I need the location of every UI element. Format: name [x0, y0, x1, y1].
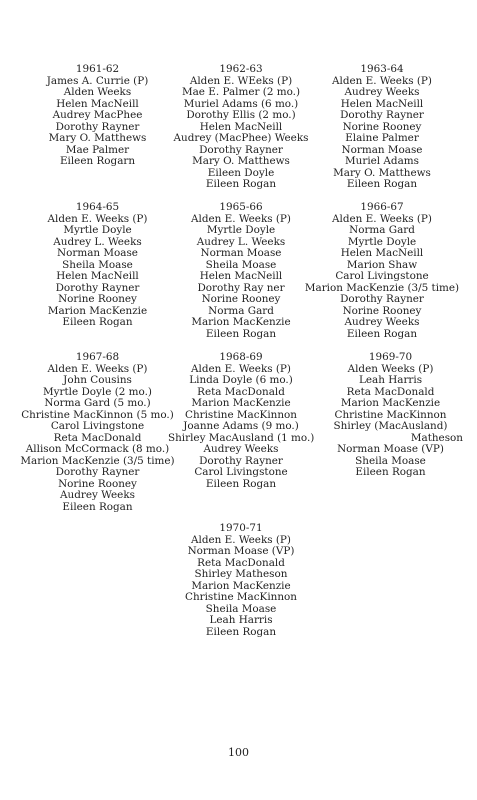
- staff-name: Eileen Rogan: [346, 178, 418, 190]
- page-number: 100: [228, 746, 249, 759]
- staff-name: Marion MacKenzie: [340, 397, 441, 409]
- year-heading: 1966-67: [360, 201, 404, 213]
- staff-name: Alden E. Weeks (P): [332, 74, 432, 87]
- staff-name: Myrtle Doyle: [63, 224, 132, 236]
- staff-name: Alden Weeks: [63, 86, 132, 98]
- staff-name: Marion Shaw: [346, 258, 418, 271]
- staff-name: Helen MacNeill: [199, 270, 283, 282]
- staff-name: Leah Harris: [358, 374, 423, 386]
- staff-name: Myrtle Doyle (2 mo.): [43, 385, 152, 398]
- staff-name: Alden E. Weeks (P): [191, 212, 291, 225]
- staff-name: Myrtle Doyle: [206, 224, 276, 236]
- staff-name: Joanne Adams (9 mo.): [183, 420, 299, 432]
- staff-name: Carol Livingstone: [50, 420, 145, 432]
- staff-name: Norma Gard: [349, 224, 415, 236]
- year-heading: 1965-66: [219, 201, 263, 213]
- staff-name: Shirley Matheson: [194, 568, 288, 580]
- staff-name: Norman Moase: [57, 247, 138, 259]
- staff-name: Eileen Rogarn: [59, 155, 136, 167]
- staff-name: Eileen Rogan: [62, 316, 133, 328]
- staff-name: Sheila Moase: [205, 602, 277, 615]
- staff-list-1970-71: [168, 523, 314, 638]
- staff-name: Mae E. Palmer (2 mo.): [181, 86, 301, 98]
- staff-name: Allison McCormack (8 mo.): [25, 443, 170, 455]
- staff-name: Eileen Doyle: [207, 166, 275, 179]
- staff-name: Dorothy Rayner: [340, 293, 424, 305]
- staff-name: Christine MacKinnon: [185, 591, 297, 603]
- staff-name: Marion MacKenzie: [47, 304, 148, 317]
- staff-name: Shirley MacAusland (1 mo.): [168, 431, 315, 444]
- staff-list-1961-62: [20, 64, 175, 168]
- year-heading: 1970-71: [219, 522, 263, 534]
- year-heading: 1963-64: [360, 63, 404, 75]
- staff-name: Norine Rooney: [58, 293, 137, 305]
- staff-name: Alden E. Weeks (P): [332, 212, 432, 225]
- staff-name: Linda Doyle (6 mo.): [189, 374, 293, 386]
- staff-list-1968-69: [168, 352, 314, 490]
- staff-name: Dorothy Ellis (2 mo.): [186, 109, 296, 121]
- staff-name: Norma Gard (5 mo.): [44, 397, 151, 409]
- staff-name: Audrey (MacPhee) Weeks: [173, 132, 309, 144]
- year-heading: 1964-65: [75, 201, 120, 213]
- staff-name: Helen MacNeill: [340, 97, 424, 110]
- staff-list-1962-63: [168, 64, 314, 191]
- staff-name: Mary O. Matthews: [192, 155, 290, 167]
- year-heading: 1962-63: [219, 63, 263, 75]
- staff-name: Eileen Rogan: [205, 477, 277, 490]
- staff-name: Norine Rooney: [201, 293, 281, 305]
- staff-name: Audrey L. Weeks: [196, 235, 286, 248]
- staff-name: Christine MacKinnon (5 mo.): [21, 408, 174, 421]
- staff-name: Norine Rooney: [342, 304, 422, 317]
- staff-name: Leah Harris: [209, 614, 273, 626]
- staff-name: Marion MacKenzie (3/5 time): [20, 454, 175, 467]
- staff-name: Mary O. Matthews: [48, 132, 147, 144]
- staff-name: Dorothy Rayner: [55, 120, 140, 133]
- staff-list-1963-64: [303, 64, 461, 191]
- staff-list-1969-70: [318, 352, 463, 479]
- staff-name: Muriel Adams: [345, 155, 419, 167]
- staff-name: Marion MacKenzie: [191, 316, 291, 328]
- staff-name: Alden E. Weeks (P): [47, 362, 148, 375]
- staff-name: James A. Currie (P): [46, 74, 149, 87]
- year-heading: 1969-70: [368, 351, 413, 363]
- staff-name: Alden Weeks (P): [347, 362, 434, 375]
- staff-name: Audrey L. Weeks: [53, 235, 142, 248]
- staff-name: Alden E. WEeks (P): [189, 74, 293, 87]
- staff-name: Reta MacDonald: [197, 385, 285, 398]
- staff-name: Alden E. Weeks (P): [47, 212, 148, 225]
- staff-name: Audrey Weeks: [344, 86, 420, 98]
- staff-name: Muriel Adams (6 mo.): [183, 97, 299, 110]
- staff-name: Audrey Weeks: [344, 316, 420, 328]
- staff-name: Christine MacKinnon: [185, 408, 297, 421]
- staff-name: Dorothy Rayner: [55, 466, 140, 478]
- staff-name: Dorothy Rayner: [55, 281, 140, 294]
- staff-name: Marion MacKenzie: [191, 397, 291, 409]
- staff-name: Carol Livingstone: [194, 466, 288, 478]
- staff-name: Eileen Rogan: [62, 500, 133, 513]
- staff-name: Norman Moase: [341, 143, 423, 156]
- year-heading: 1968-69: [219, 351, 263, 363]
- staff-name: Eileen Rogan: [346, 327, 418, 340]
- staff-list-1965-66: [168, 202, 314, 340]
- staff-list-1964-65: [20, 202, 175, 329]
- staff-name: Norine Rooney: [58, 477, 137, 490]
- staff-name: Audrey Weeks: [203, 443, 279, 455]
- staff-name: Norman Moase (VP): [187, 545, 295, 557]
- staff-name: Eileen Rogan: [205, 625, 277, 638]
- staff-name: Mae Palmer: [65, 143, 130, 156]
- staff-name: Dorothy Rayner: [340, 109, 424, 121]
- staff-name: Myrtle Doyle: [347, 235, 417, 248]
- year-heading: 1961-62: [75, 63, 120, 75]
- year-heading: 1967-68: [75, 351, 120, 363]
- staff-name: Sheila Moase: [355, 454, 426, 467]
- staff-name: Dorothy Rayner: [199, 143, 283, 156]
- staff-name: Eileen Rogan: [205, 327, 277, 340]
- staff-name: Norma Gard: [208, 304, 274, 317]
- staff-name: Audrey Weeks: [60, 489, 135, 501]
- staff-name: Norman Moase (VP): [337, 443, 444, 455]
- staff-name: Helen MacNeill: [199, 120, 283, 133]
- staff-name: Norine Rooney: [342, 120, 422, 133]
- staff-name: Mary O. Matthews: [333, 166, 431, 179]
- staff-name: Eileen Rogan: [355, 466, 426, 478]
- staff-name: Helen MacNeill: [340, 247, 424, 259]
- staff-name: Reta MacDonald: [53, 431, 142, 444]
- staff-name: Norman Moase: [200, 247, 282, 259]
- staff-name: Dorothy Rayner: [199, 454, 283, 467]
- staff-name: Carol Livingstone: [335, 270, 429, 282]
- staff-name: Alden E. Weeks (P): [191, 533, 291, 546]
- staff-name: Helen MacNeill: [56, 97, 139, 110]
- staff-name: Matheson: [410, 431, 463, 444]
- staff-name: Marion MacKenzie (3/5 time): [304, 281, 460, 294]
- staff-name: Alden E. Weeks (P): [191, 362, 291, 375]
- staff-name: Audrey MacPhee: [52, 109, 143, 121]
- staff-name: Christine MacKinnon: [334, 408, 447, 421]
- staff-name: Dorothy Ray ner: [197, 281, 285, 294]
- staff-name: Reta MacDonald: [197, 556, 285, 569]
- staff-name: Eileen Rogan: [205, 178, 277, 190]
- staff-list-1967-68: [20, 352, 175, 513]
- staff-list-1966-67: [303, 202, 461, 340]
- staff-name: Marion MacKenzie: [191, 579, 291, 592]
- staff-name: John Cousins: [63, 374, 132, 386]
- staff-name: Elaine Palmer: [345, 132, 419, 144]
- staff-name: Sheila Moase: [205, 258, 277, 271]
- staff-name: Shirley (MacAusland): [333, 420, 448, 432]
- staff-name: Reta MacDonald: [346, 385, 435, 398]
- staff-name: Sheila Moase: [62, 258, 133, 271]
- staff-name: Helen MacNeill: [56, 270, 139, 282]
